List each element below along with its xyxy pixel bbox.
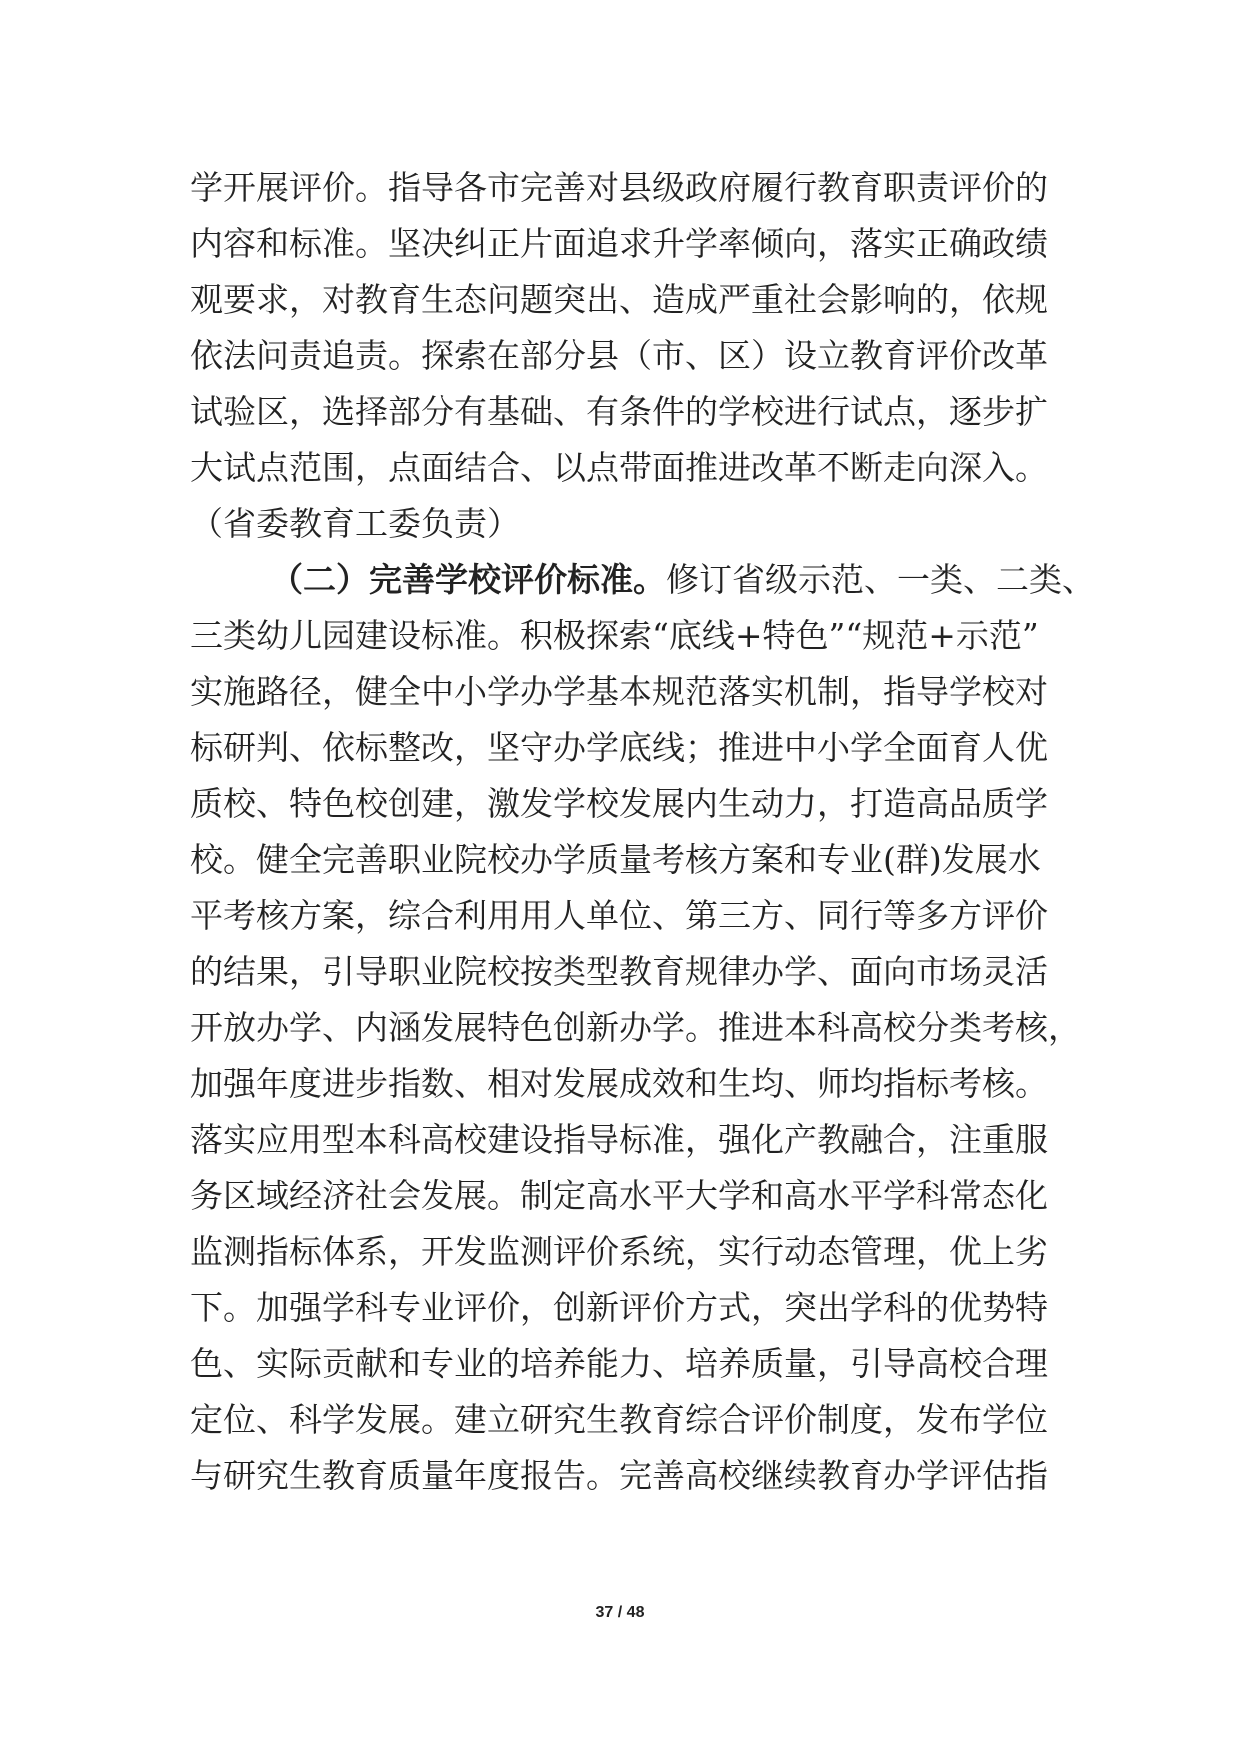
text-line: 试验区，选择部分有基础、有条件的学校进行试点，逐步扩	[190, 392, 1048, 431]
text-line: 学开展评价。指导各市完善对县级政府履行教育职责评价的	[190, 168, 1048, 207]
text-line: 平考核方案，综合利用用人单位、第三方、同行等多方评价	[190, 896, 1048, 935]
section-heading: （二）完善学校评价标准。	[270, 560, 666, 599]
page-number: 37 / 48	[595, 1604, 645, 1621]
text-line: 质校、特色校创建，激发学校发展内生动力，打造高品质学	[190, 784, 1048, 823]
text-line: 开放办学、内涵发展特色创新办学。推进本科高校分类考核，	[190, 1008, 1081, 1047]
text-line: 监测指标体系，开发监测评价系统，实行动态管理，优上劣	[190, 1232, 1048, 1271]
text-line: 的结果，引导职业院校按类型教育规律办学、面向市场灵活	[190, 952, 1048, 991]
text-line: 加强年度进步指数、相对发展成效和生均、师均指标考核。	[190, 1064, 1048, 1103]
text-line: 定位、科学发展。建立研究生教育综合评价制度，发布学位	[190, 1400, 1048, 1439]
text-line: 三类幼儿园建设标准。积极探索“底线+特色”“规范+示范”	[190, 616, 1039, 655]
text-line: 观要求，对教育生态问题突出、造成严重社会影响的，依规	[190, 280, 1048, 319]
text-line: 与研究生教育质量年度报告。完善高校继续教育办学评估指	[190, 1456, 1048, 1495]
text-line: 实施路径，健全中小学办学基本规范落实机制，指导学校对	[190, 672, 1048, 711]
text-line: 标研判、依标整改，坚守办学底线；推进中小学全面育人优	[190, 728, 1048, 767]
document-body	[190, 160, 1095, 1504]
section-heading-line	[190, 552, 1095, 608]
text-line: 落实应用型本科高校建设指导标准，强化产教融合，注重服	[190, 1120, 1048, 1159]
text-line: 大试点范围，点面结合、以点带面推进改革不断走向深入。	[190, 448, 1048, 487]
text-line: （省委教育工委负责）	[190, 504, 520, 543]
text-line: 校。健全完善职业院校办学质量考核方案和专业(群)发展水	[190, 840, 1041, 879]
text-line: 依法问责追责。探索在部分县（市、区）设立教育评价改革	[190, 336, 1048, 375]
text-line: 内容和标准。坚决纠正片面追求升学率倾向，落实正确政绩	[190, 224, 1048, 263]
section-heading-rest: 修订省级示范、一类、二类、	[666, 560, 1095, 599]
text-line: 下。加强学科专业评价，创新评价方式，突出学科的优势特	[190, 1288, 1048, 1327]
text-line: 色、实际贡献和专业的培养能力、培养质量，引导高校合理	[190, 1344, 1048, 1383]
text-line: 务区域经济社会发展。制定高水平大学和高水平学科常态化	[190, 1176, 1048, 1215]
